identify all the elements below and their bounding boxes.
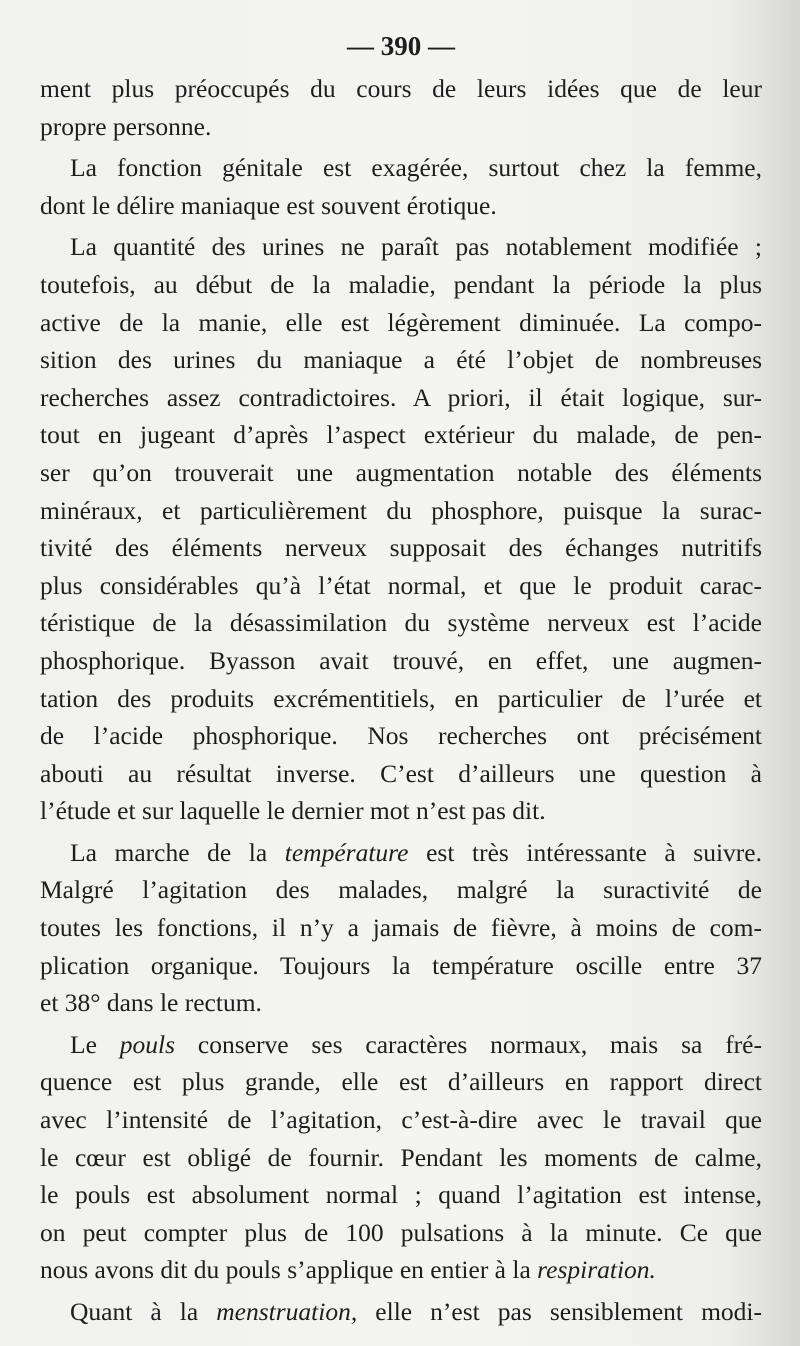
text-line: et 38° dans le rectum. [40, 988, 262, 1018]
text-line: abouti au résultat inverse. C’est d’ailleurs une question à [40, 758, 762, 788]
paragraph [40, 149, 762, 224]
text-line: plication organique. Toujours la température oscille entre 37 [40, 950, 762, 980]
text-line: le cœur est obligé de fournir. Pendant les moments de calme, [40, 1142, 762, 1172]
text-line: phosphorique. Byasson avait trouvé, en effet, une augmen- [40, 645, 762, 675]
text-line: avec l’intensité de l’agitation, c’est-à-dire avec le travail que [40, 1105, 762, 1135]
text-line: toutes les fonctions, il n’y a jamais de fièvre, à moins de com- [40, 913, 762, 943]
text-line: on peut compter plus de 100 pulsations à la minute. Ce que [40, 1217, 762, 1247]
text-line: dont le délire maniaque est souvent érotique. [40, 190, 497, 220]
text-line: quence est plus grande, elle est d’ailleurs en rapport direct [40, 1067, 762, 1097]
italic-term: pouls [119, 1029, 176, 1059]
text-line: Le pouls conserve ses caractères normaux, mais sa fré- [70, 1029, 762, 1059]
text-line: ser qu’on trouverait une augmentation notable des éléments [40, 457, 762, 487]
text-line: plus considérables qu’à l’état normal, et que le produit carac- [40, 570, 762, 600]
page-number: — 390 — [347, 31, 455, 61]
text-line: Quant à la menstruation, elle n’est pas sensiblement modi- [70, 1297, 762, 1326]
italic-term: menstruation, [216, 1297, 358, 1326]
text-line: toutefois, au début de la maladie, pendant la période la plus [40, 269, 762, 299]
text-line: tout en jugeant d’après l’aspect extérieur du malade, de pen- [40, 420, 762, 450]
paragraph [40, 228, 762, 830]
text-line: de l’acide phosphorique. Nos recherches ont précisément [40, 721, 762, 751]
paragraph [40, 70, 762, 145]
italic-term: température [284, 837, 409, 867]
text-line: tivité des éléments nerveux supposait des échanges nutritifs [40, 533, 762, 563]
text-line: nous avons dit du pouls s’applique en entier à la respiration. [40, 1255, 656, 1285]
text-line: La quantité des urines ne paraît pas notablement modifiée ; [70, 232, 762, 262]
paragraph [40, 834, 762, 1022]
text-line: propre personne. [40, 111, 212, 141]
text-line: La marche de la température est très intéressante à suivre. [70, 837, 762, 867]
text-line: active de la manie, elle est légèrement diminuée. La compo- [40, 307, 762, 337]
text-line: téristique de la désassimilation du système nerveux est l’acide [40, 608, 762, 638]
text-line: minéraux, et particulièrement du phosphore, puisque la surac- [40, 495, 762, 525]
text-line: tation des produits excrémentitiels, en particulier de l’urée et [40, 683, 762, 713]
text-line: sition des urines du maniaque a été l’objet de nombreuses [40, 345, 762, 375]
paragraph [40, 1293, 762, 1331]
text-line: l’étude et sur laquelle le dernier mot n’est pas dit. [40, 796, 546, 826]
text-line: ment plus préoccupés du cours de leurs idées que de leur [40, 74, 762, 103]
text-line: Malgré l’agitation des malades, malgré la suractivité de [40, 875, 762, 905]
body-text [40, 70, 762, 1331]
text-line: La fonction génitale est exagérée, surtout chez la femme, [70, 153, 762, 183]
text-line: le pouls est absolument normal ; quand l’agitation est intense, [40, 1180, 762, 1210]
paragraph [40, 1026, 762, 1289]
text-line: recherches assez contradictoires. A priori, il était logique, sur- [40, 382, 762, 412]
italic-term: respiration. [537, 1255, 656, 1285]
